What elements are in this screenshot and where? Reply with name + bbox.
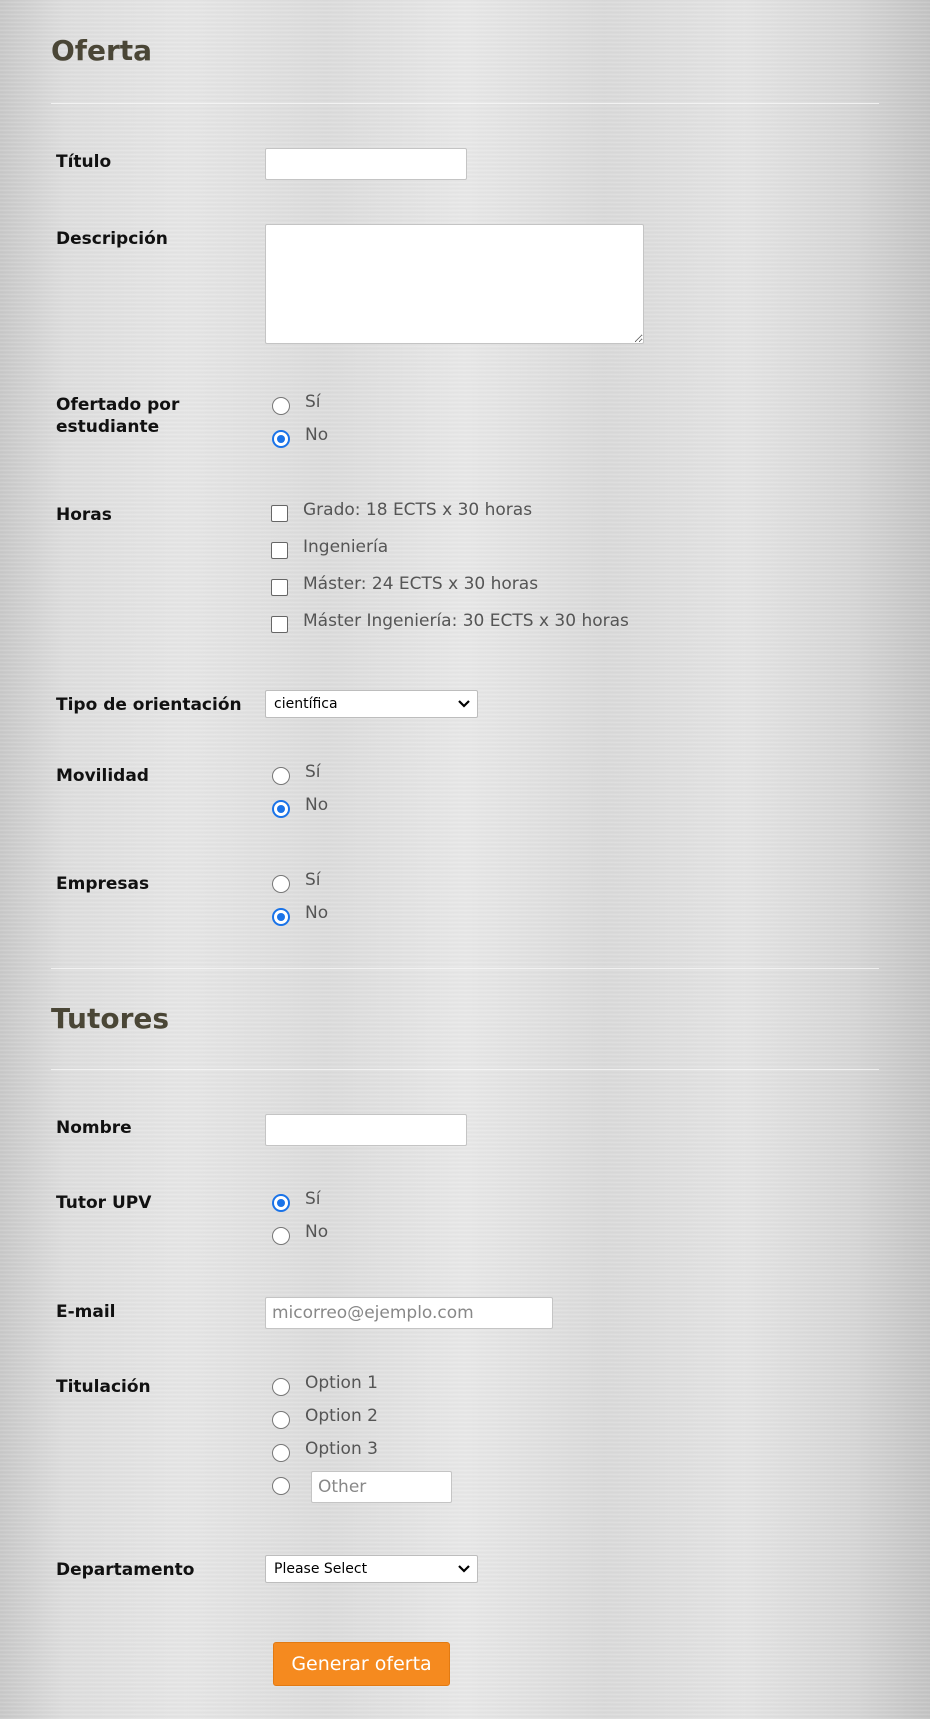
descripcion-textarea[interactable] (265, 224, 644, 344)
horas-checkbox-master[interactable] (271, 579, 288, 596)
tutor-upv-label: Tutor UPV (56, 1193, 152, 1213)
empresas-option-no: No (305, 903, 329, 923)
horas-option-ingenieria: Ingeniería (303, 537, 389, 557)
titulacion-label: Titulación (56, 1377, 151, 1397)
nombre-label: Nombre (56, 1118, 132, 1138)
movilidad-option-si: Sí (305, 762, 321, 782)
ofertado-option-si: Sí (305, 392, 321, 412)
titulacion-radio-option-3[interactable] (272, 1444, 290, 1462)
tipo-selected-value: científica (274, 696, 338, 712)
empresas-radio-si[interactable] (272, 875, 290, 893)
movilidad-option-no: No (305, 795, 329, 815)
section-title-tutores: Tutores (51, 1002, 170, 1035)
horas-checkbox-master-ingenieria[interactable] (271, 616, 288, 633)
departamento-select[interactable] (265, 1555, 478, 1583)
tutor-upv-radio-si[interactable] (272, 1194, 290, 1212)
divider (51, 103, 879, 104)
horas-option-grado: Grado: 18 ECTS x 30 horas (303, 500, 533, 520)
tutor-upv-radio-no[interactable] (272, 1227, 290, 1245)
tipo-select[interactable] (265, 690, 478, 718)
empresas-option-si: Sí (305, 870, 321, 890)
titulacion-radio-option-1[interactable] (272, 1378, 290, 1396)
ofertado-radio-si[interactable] (272, 397, 290, 415)
movilidad-radio-si[interactable] (272, 767, 290, 785)
titulacion-option-1: Option 1 (305, 1373, 378, 1393)
chevron-down-icon (457, 698, 471, 710)
tutor-upv-option-si: Sí (305, 1189, 321, 1209)
departamento-label: Departamento (56, 1560, 195, 1580)
titulacion-radio-option-2[interactable] (272, 1411, 290, 1429)
nombre-input[interactable] (265, 1114, 467, 1146)
section-title-oferta: Oferta (51, 34, 153, 67)
empresas-label: Empresas (56, 874, 150, 894)
titulacion-radio-other[interactable] (272, 1477, 290, 1495)
departamento-selected-value: Please Select (274, 1561, 368, 1577)
tipo-label: Tipo de orientación (56, 695, 242, 715)
movilidad-label: Movilidad (56, 766, 149, 786)
generar-oferta-button[interactable]: Generar oferta (273, 1642, 450, 1686)
ofertado-label: Ofertado por estudiante (56, 395, 180, 437)
email-input[interactable] (265, 1297, 553, 1329)
titulacion-option-3: Option 3 (305, 1439, 378, 1459)
ofertado-radio-no[interactable] (272, 430, 290, 448)
horas-label: Horas (56, 505, 112, 525)
horas-checkbox-grado[interactable] (271, 505, 288, 522)
titulo-label: Título (56, 152, 112, 172)
divider (51, 968, 879, 969)
tutor-upv-option-no: No (305, 1222, 329, 1242)
horas-checkbox-ingenieria[interactable] (271, 542, 288, 559)
titulacion-option-2: Option 2 (305, 1406, 378, 1426)
horas-option-master-ingenieria: Máster Ingeniería: 30 ECTS x 30 horas (303, 611, 629, 631)
email-label: E-mail (56, 1302, 116, 1322)
chevron-down-icon (457, 1563, 471, 1575)
divider (51, 1069, 879, 1070)
ofertado-option-no: No (305, 425, 329, 445)
empresas-radio-no[interactable] (272, 908, 290, 926)
horas-option-master: Máster: 24 ECTS x 30 horas (303, 574, 539, 594)
movilidad-radio-no[interactable] (272, 800, 290, 818)
titulo-input[interactable] (265, 148, 467, 180)
titulacion-other-input[interactable] (311, 1471, 452, 1503)
descripcion-label: Descripción (56, 229, 168, 249)
